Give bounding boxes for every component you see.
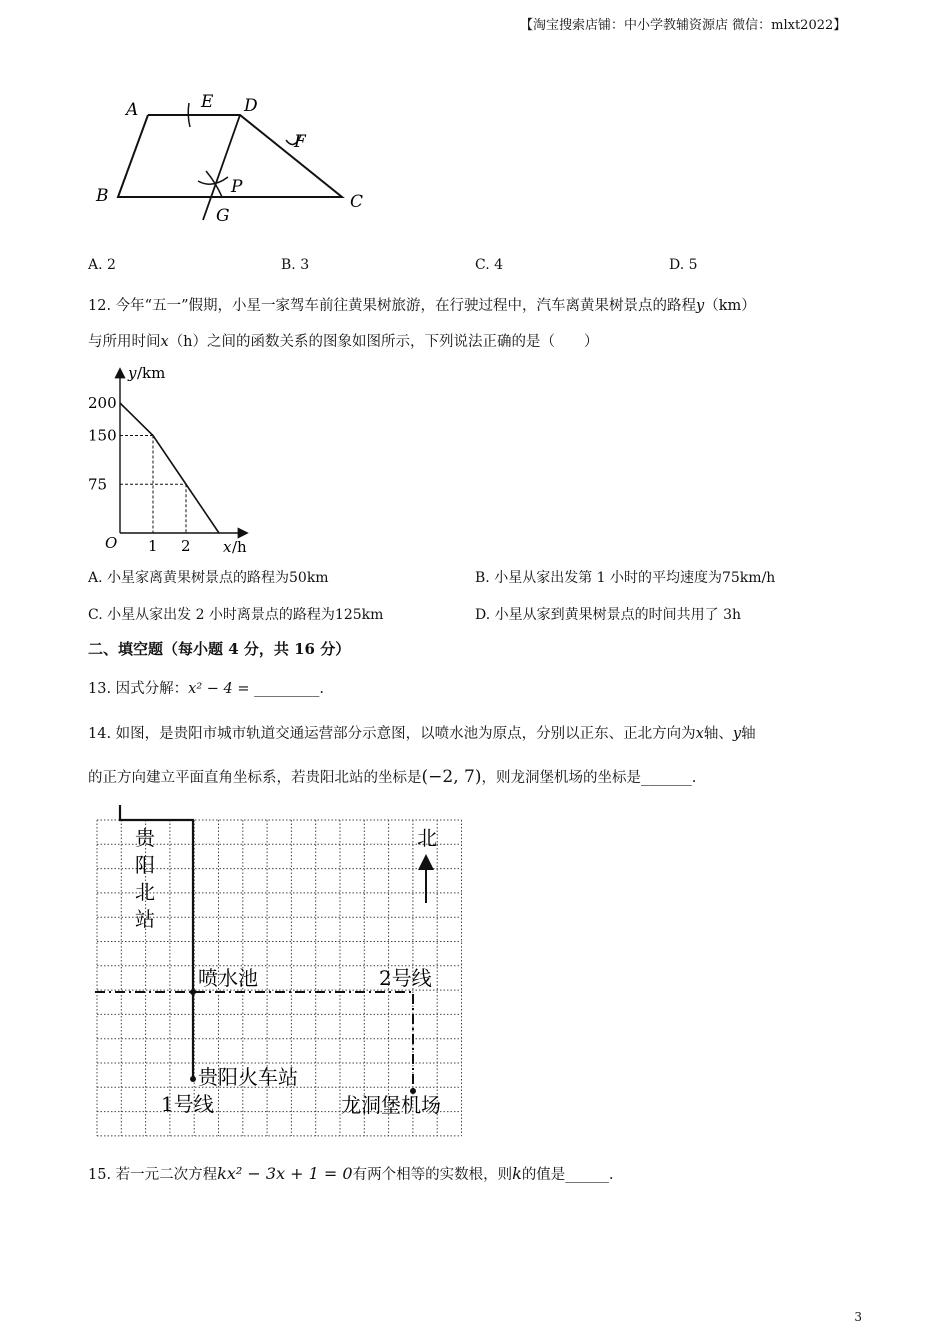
label-p: P: [231, 177, 243, 197]
q14-end: .: [691, 770, 697, 786]
q15-post: 的值是: [521, 1167, 566, 1183]
q12-option-b: B. 小星从家出发第 1 小时的平均速度为75km/h: [475, 570, 776, 586]
q13-expression: x² − 4 =: [188, 681, 255, 697]
q14-line1: [88, 722, 756, 743]
label-g: G: [216, 206, 230, 226]
q13-line: [88, 677, 324, 698]
label-e: E: [201, 92, 214, 112]
q12-var-x: x: [160, 334, 169, 350]
q14-y-var: y: [732, 726, 742, 742]
y-tick-label-150: 150: [88, 426, 117, 445]
q14-line2-post: ，则龙洞堡机场的坐标是: [481, 770, 641, 786]
origin-label: O: [105, 534, 118, 552]
station-north-char-2: 阳: [135, 853, 155, 877]
q15-equation: kx² − 3x + 1 = 0: [217, 1164, 353, 1183]
section-heading-fill-in: 二、填空题（每小题 4 分，共 16 分）: [88, 640, 351, 658]
q12-option-c: C. 小星从家出发 2 小时离景点的路程为125km: [88, 607, 384, 623]
airport-label: 龙洞堡机场: [341, 1093, 441, 1117]
q14-x-var: x: [695, 726, 704, 742]
q13-prefix: 13. 因式分解：: [88, 681, 189, 697]
q15-end: .: [608, 1167, 614, 1183]
y-tick-label-75: 75: [88, 475, 108, 494]
train-station-label: 贵阳火车站: [198, 1065, 298, 1089]
q14-transit-map: [95, 803, 467, 1143]
q12-var-y: y: [696, 298, 705, 314]
label-b: B: [96, 186, 109, 206]
q12-line2: [88, 330, 599, 351]
series-line: [120, 403, 219, 533]
bisector-line-dg: [203, 115, 240, 220]
q13-blank: _________: [254, 681, 320, 697]
x-axis-label-var: x: [223, 538, 232, 556]
q12-line2-pre: 与所用时间: [88, 334, 161, 350]
q15-line: [88, 1163, 613, 1184]
q15-mid: 有两个相等的实数根，则: [352, 1167, 513, 1183]
station-north-char-3: 北: [135, 880, 155, 904]
q14-line2: [88, 766, 696, 787]
q12-function-graph: [84, 362, 264, 560]
line-2-label: 2号线: [379, 966, 432, 990]
y-axis-label-unit: /km: [137, 364, 166, 382]
q12-option-a: A. 小星家离黄果树景点的路程为50km: [88, 570, 329, 586]
q11-option-a: A. 2: [88, 257, 116, 273]
q12-line1: [88, 294, 756, 315]
q11-option-c: C. 4: [475, 257, 504, 273]
station-north-char-4: 站: [135, 907, 155, 931]
q11-option-d: D. 5: [669, 257, 698, 273]
q14-line1-end: 轴: [741, 726, 756, 742]
q12-line1-text: 12. 今年“五一”假期，小星一家驾车前往黄果树旅游，在行驶过程中，汽车离黄果树景点的路程: [88, 298, 696, 314]
label-d: D: [244, 96, 258, 116]
q14-mid: 轴、: [703, 726, 733, 742]
x-tick-label-1: 1: [148, 537, 158, 555]
station-north-char-1: 贵: [135, 826, 155, 850]
q13-end: .: [319, 681, 324, 697]
q14-blank: _______: [640, 770, 692, 786]
page-header: 【淘宝搜索店铺：中小学教辅资源店 微信：mlxt2022】: [520, 18, 847, 33]
q15-k: k: [512, 1164, 522, 1183]
label-a: A: [126, 100, 139, 120]
fountain-label: 喷水池: [198, 966, 258, 990]
y-axis-label-var: y: [128, 364, 137, 382]
q14-line2-pre: 的正方向建立平面直角坐标系，若贵阳北站的坐标是: [88, 770, 422, 786]
trapezoid-outline: [118, 115, 342, 197]
north-label: 北: [417, 826, 437, 850]
page-number: 3: [854, 1310, 862, 1324]
x-tick-label-2: 2: [181, 537, 191, 555]
y-tick-label-200: 200: [88, 394, 117, 412]
q12-unit-km: （km）: [704, 298, 756, 314]
q14-coordinate: (−2, 7): [421, 767, 482, 787]
q14-line1-text: 14. 如图，是贵阳市城市轨道交通运营部分示意图，以喷水池为原点，分别以正东、正北方向为: [88, 726, 696, 742]
q12-option-d: D. 小星从家到黄果树景点的时间共用了 3h: [475, 607, 741, 623]
q12-line2-post: （h）之间的函数关系的图象如图所示，下列说法正确的是（ ）: [168, 334, 599, 350]
line-1-label: 1号线: [161, 1092, 214, 1116]
q11-trapezoid-figure: [88, 85, 388, 230]
q11-option-b: B. 3: [281, 257, 310, 273]
q15-blank: ______: [565, 1167, 609, 1183]
label-f: F: [294, 132, 306, 152]
x-axis-label-unit: /h: [232, 538, 247, 556]
station-fountain: [190, 989, 196, 995]
station-train: [190, 1076, 196, 1082]
label-c: C: [350, 192, 364, 212]
q15-prefix: 15. 若一元二次方程: [88, 1167, 218, 1183]
